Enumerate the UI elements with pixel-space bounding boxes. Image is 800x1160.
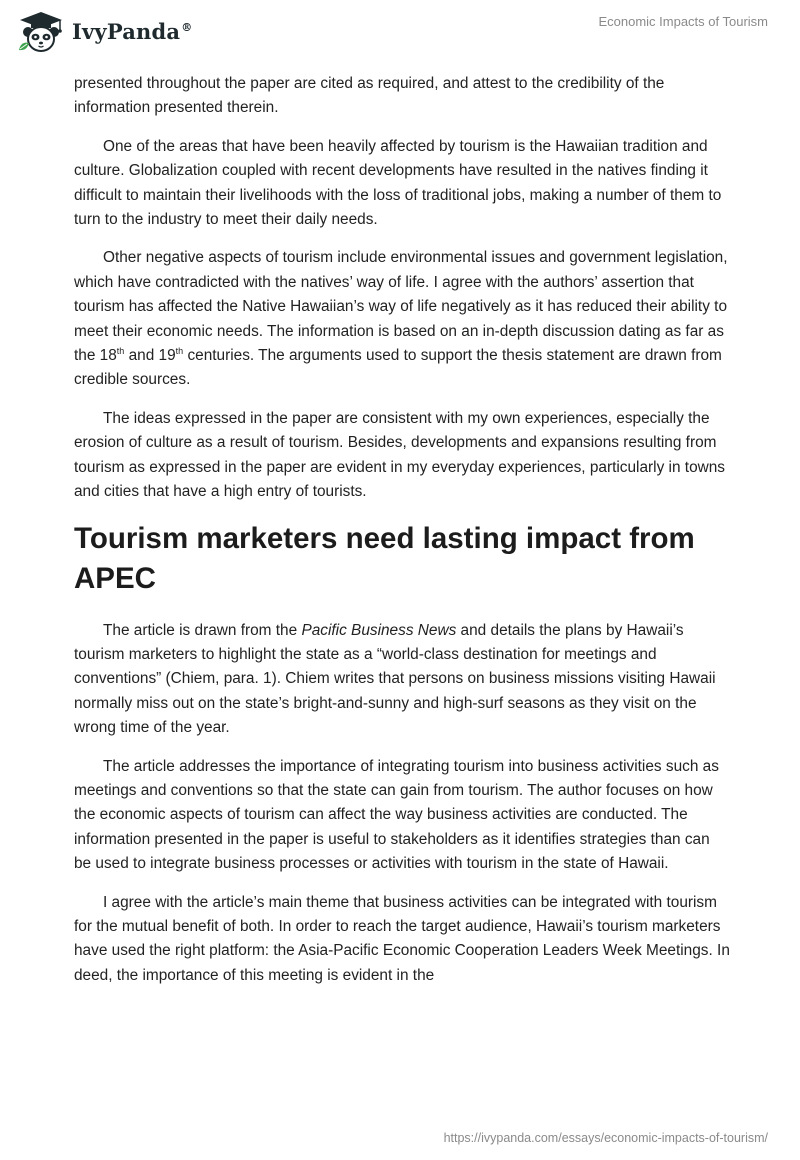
paragraph: I agree with the article’s main theme that business activities can be integrated with tourism for the mutual benefit of both. In order to reach the target audience, Hawaii’s tourism marketers have used the right platform: the Asia-Pacific Economic Cooperation Leaders Week Meetings. In deed, the importance of this meeting is evident in the [74, 893, 730, 984]
brand-name [72, 10, 192, 54]
document-title: Economic Impacts of Tourism [598, 14, 768, 29]
paragraph [74, 246, 730, 392]
paragraph: presented throughout the paper are cited as required, and attest to the credibility of the information presented therein. [74, 75, 665, 117]
ordinal-suffix: th [175, 346, 184, 357]
registered-mark: ® [181, 21, 193, 34]
section-heading: Tourism marketers need lasting impact from APEC [74, 521, 695, 595]
paragraph: The ideas expressed in the paper are consistent with my own experiences, especially the erosion of culture as a result of tourism. Besides, developments and expansions resulting from tourism as expressed in the paper are evident in my everyday experiences, particularly in towns and cities that have a high entry of tourists. [74, 409, 725, 501]
ordinal-suffix: th [116, 346, 125, 357]
paragraph: The article addresses the importance of integrating tourism into business activities such as meetings and conventions so that the state can gain from tourism. The author focuses on how the economic aspects of tourism can affect the way business activities are conducted. The information presented in the paper is useful to stakeholders as it identifies strategies than can be used to integrate business processes or activities with tourism in the state of Hawaii. [74, 757, 719, 873]
paragraph [74, 619, 730, 741]
brand-label: IvyPanda [72, 19, 181, 44]
source-url[interactable]: https://ivypanda.com/essays/economic-impacts-of-tourism/ [443, 1131, 768, 1145]
paragraph-text: centuries. The arguments used to support the thesis statement are drawn from credible sources. [74, 347, 722, 389]
paragraph-text: The article is drawn from the [103, 621, 302, 639]
panda-graduate-icon [16, 10, 66, 54]
essay-body [74, 72, 730, 1002]
paragraph-text: and 19 [124, 347, 176, 365]
paragraph: One of the areas that have been heavily affected by tourism is the Hawaiian tradition and culture. Globalization coupled with recent developments have resulted in the natives finding it difficult to maintain their livelihoods with the loss of traditional jobs, making a number of them to turn to the industry to meet their daily needs. [74, 137, 722, 229]
page-header [0, 0, 800, 60]
ivypanda-logo[interactable] [16, 10, 192, 54]
publication-title: Pacific Business News [301, 621, 457, 639]
paragraph-text: Other negative aspects of tourism include environmental issues and government legislation, which have contradicted with the natives’ way of life. I agree with the authors’ assertion that tourism has affected the Native Hawaiian’s way of life negatively as it has reduced their ability to meet their economic needs. The information is based on an in-depth discussion dating as far as the 18 [74, 249, 728, 365]
paragraph-text: and details the plans by Hawaii’s tourism marketers to highlight the state as a “world-class destination for meetings and conventions” (Chiem, para. 1). Chiem writes that persons on business missions visiting Hawaii normally miss out on the state’s bright-and-sunny and high-surf seasons as they visit on the wrong time of the year. [74, 621, 716, 737]
